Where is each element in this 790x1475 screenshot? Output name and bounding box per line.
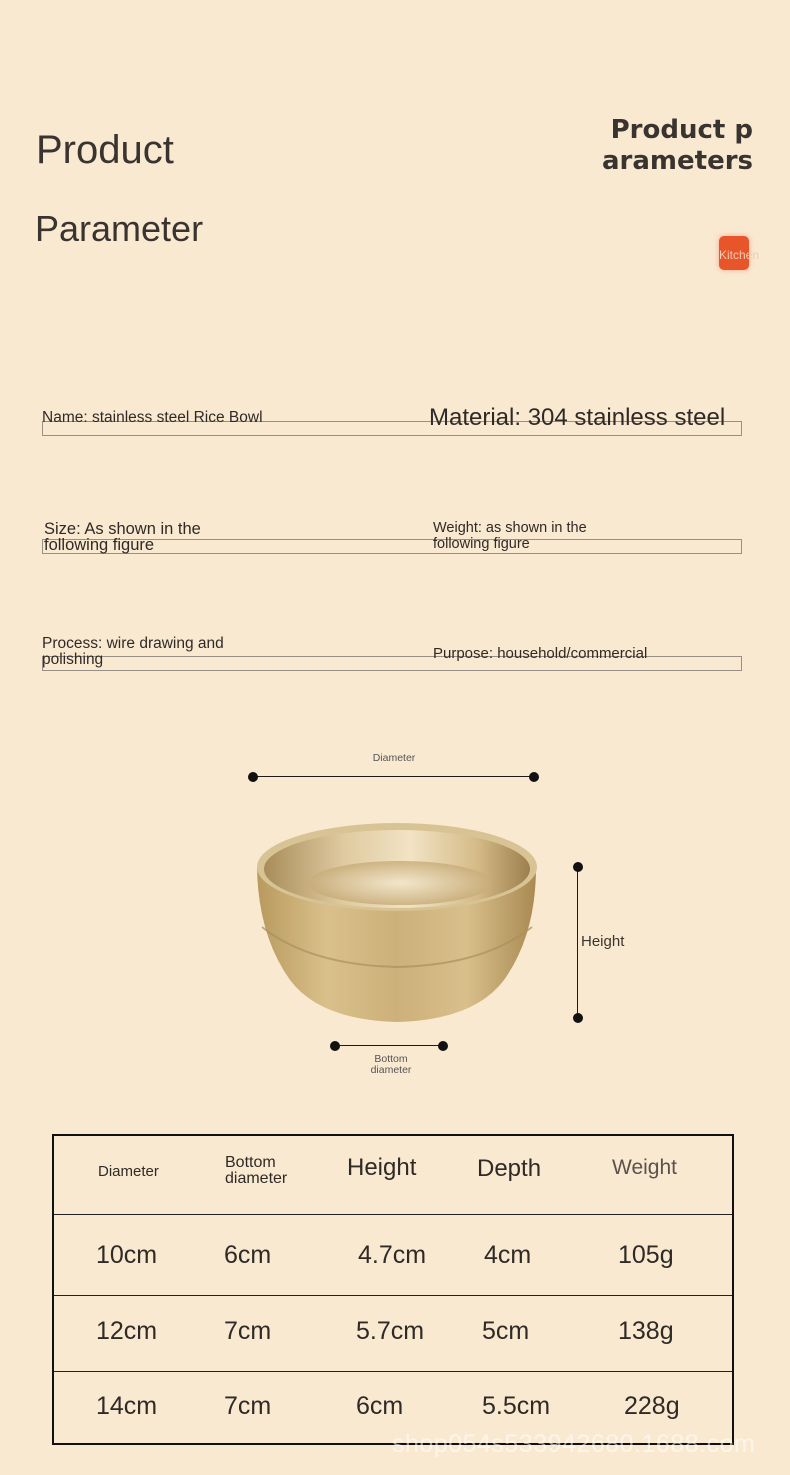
cell-weight: 105g — [618, 1240, 674, 1269]
table-row — [53, 1214, 733, 1295]
header-diameter: Diameter — [98, 1163, 159, 1180]
bottom-label-line2: diameter — [370, 1064, 412, 1076]
cell-height: 6cm — [356, 1391, 404, 1420]
right-title-line2: arameters — [602, 146, 753, 176]
watermark: shop054s533942680.1688.com — [392, 1430, 756, 1458]
param-weight-line2: following figure — [433, 536, 530, 552]
cell-depth: 5cm — [482, 1316, 530, 1345]
param-purpose: Purpose: household/commercial — [433, 645, 648, 662]
param-size — [44, 521, 201, 553]
header-depth: Depth — [477, 1155, 542, 1182]
cell-weight: 228g — [624, 1391, 680, 1420]
diameter-dot-left — [248, 772, 258, 782]
param-process — [42, 636, 224, 668]
param-material: Material: 304 stainless steel — [429, 404, 726, 431]
height-line — [577, 866, 578, 1018]
table-header-row — [53, 1135, 733, 1214]
kitchen-badge-label: Kitchen — [719, 248, 760, 262]
param-size-line1: Size: As shown in the — [44, 520, 201, 538]
spec-table — [52, 1134, 734, 1445]
cell-weight: 138g — [618, 1316, 674, 1345]
bottom-diameter-line — [335, 1045, 443, 1046]
param-process-line2: polishing — [42, 651, 104, 668]
height-dot-bottom — [573, 1013, 583, 1023]
right-title-line1: Product p — [610, 115, 753, 145]
param-weight-line1: Weight: as shown in the — [433, 520, 587, 536]
param-weight — [433, 520, 587, 552]
param-size-line2: following figure — [44, 536, 155, 554]
diameter-line — [253, 776, 534, 777]
cell-diameter: 14cm — [96, 1391, 158, 1420]
cell-diameter: 10cm — [96, 1240, 158, 1269]
cell-depth: 5.5cm — [482, 1391, 551, 1420]
cell-bottom-diameter: 7cm — [224, 1316, 272, 1345]
cell-diameter: 12cm — [96, 1316, 158, 1345]
table-row — [53, 1295, 733, 1371]
page-title-line2: Parameter — [35, 208, 204, 249]
height-dot-top — [573, 862, 583, 872]
cell-bottom-diameter: 7cm — [224, 1391, 272, 1420]
bottom-diameter-dot-right — [438, 1041, 448, 1051]
right-title — [553, 115, 753, 177]
param-name: Name: stainless steel Rice Bowl — [42, 409, 263, 426]
header-weight: Weight — [612, 1156, 677, 1179]
bottom-diameter-label — [361, 1054, 421, 1076]
cell-depth: 4cm — [484, 1240, 532, 1269]
cell-bottom-diameter: 6cm — [224, 1240, 272, 1269]
height-label: Height — [581, 933, 625, 950]
page-title-line1: Product — [36, 128, 174, 172]
header-bottom-diameter — [225, 1155, 287, 1187]
header-bottom-line1: Bottom — [225, 1154, 276, 1171]
cell-height: 4.7cm — [358, 1240, 427, 1269]
bowl-image — [250, 815, 545, 1030]
cell-height: 5.7cm — [356, 1316, 425, 1345]
param-process-line1: Process: wire drawing and — [42, 635, 224, 652]
header-height: Height — [347, 1154, 417, 1181]
bottom-diameter-dot-left — [330, 1041, 340, 1051]
header-bottom-line2: diameter — [225, 1170, 288, 1187]
diameter-dot-right — [529, 772, 539, 782]
bottom-label-line1: Bottom — [374, 1053, 408, 1065]
diameter-label: Diameter — [372, 752, 416, 764]
header-cell-diameter — [54, 1136, 732, 1214]
